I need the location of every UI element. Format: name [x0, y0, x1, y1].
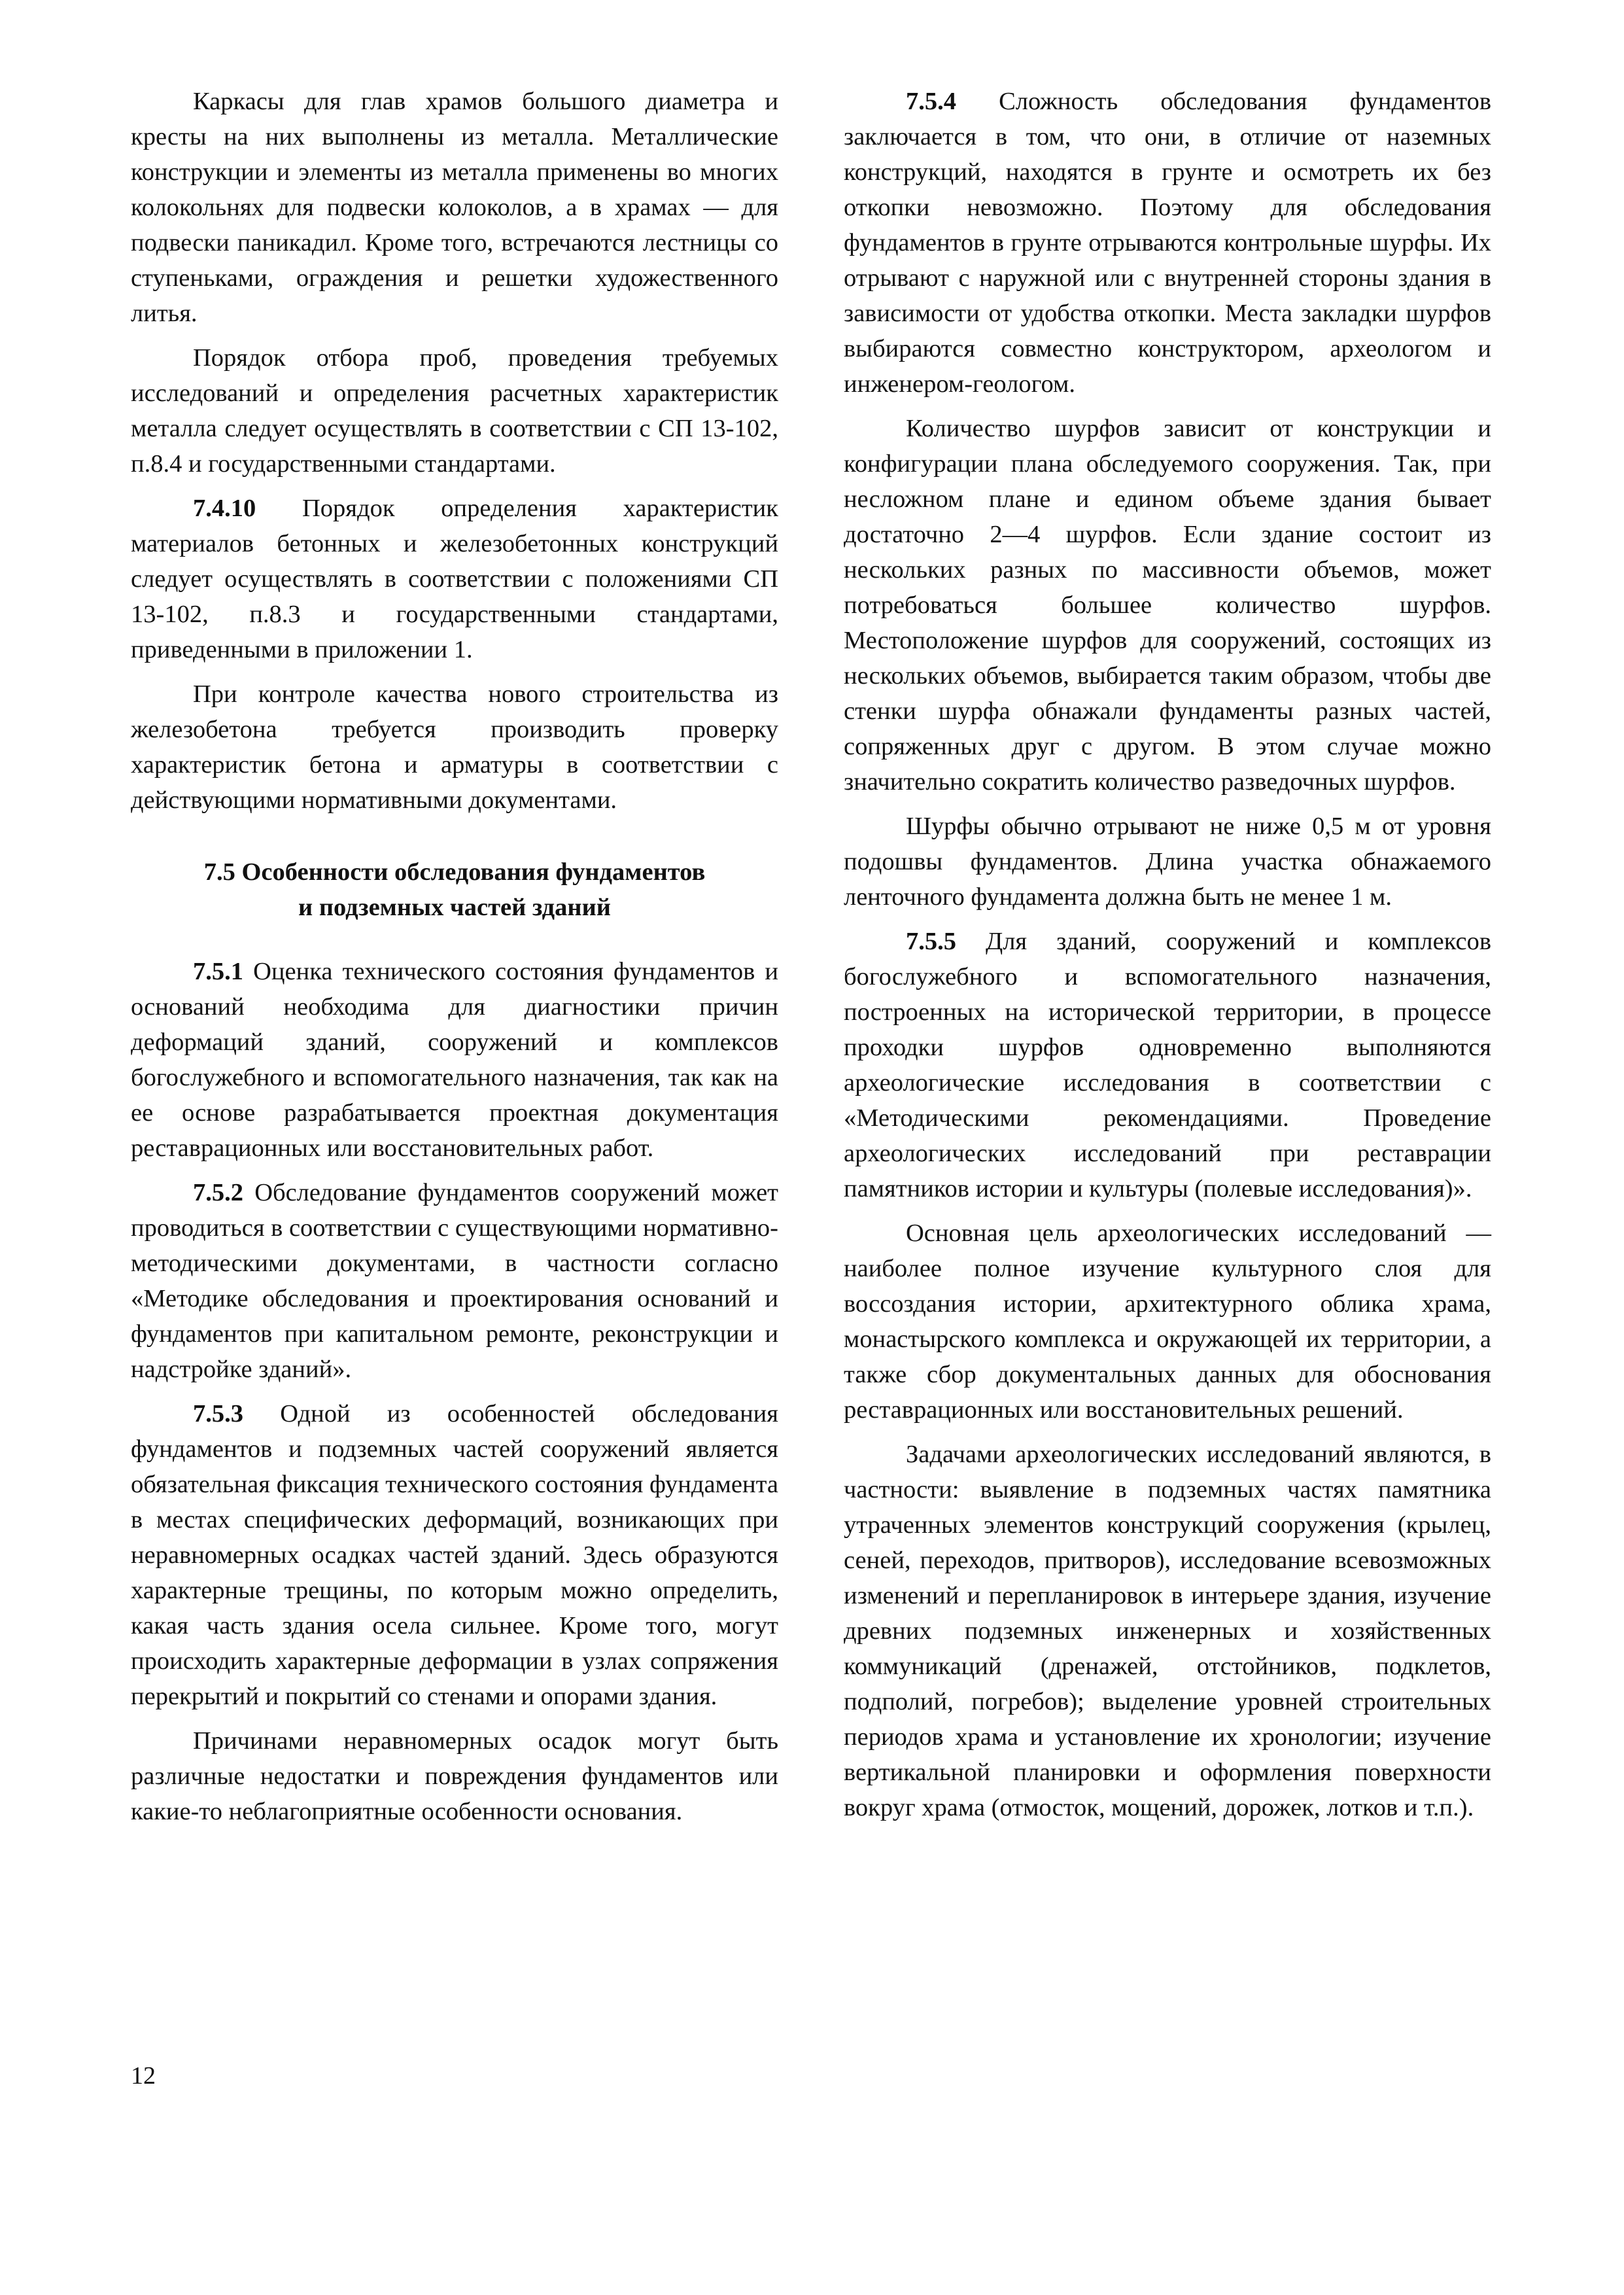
paragraph-text: Порядок определения характеристик материалов бетонных и железобетонных конструкций следует осуществлять в соответствии с положениями СП 13-102, п.8.3 и государственными стандартами, приведенными в приложении 1.	[131, 495, 778, 663]
paragraph: Количество шурфов зависит от конструкции и конфигурации плана обследуемого сооружения. Так, при несложном плане и едином объеме здания бывает достаточно 2—4 шурфов. Если здание состоит из нескольких разных по массивности объемов, может потребоваться большее количество шурфов. Местоположение шурфов для сооружений, состоящих из нескольких объемов, выбирается таким образом, чтобы две стенки шурфа обнажали фундаменты разных частей, сопряженных друг с другом. В этом случае можно значительно сократить количество разведочных шурфов.	[844, 415, 1491, 796]
paragraph-text: Сложность обследования фундаментов заключается в том, что они, в отличие от наземных конструкций, находятся в грунте и осмотреть их без откопки невозможно. Поэтому для обследования фундаментов в грунте отрываются контрольные шурфы. Их отрывают с наружной или с внутренней стороны здания в зависимости от удобства откопки. Места закладки шурфов выбираются совместно конструктором, археологом и инженером-геологом.	[844, 88, 1491, 398]
left-column	[131, 84, 778, 1838]
paragraph-text: Для зданий, сооружений и комплексов богослужебного и вспомогательного назначения, построенных на исторической территории, в процессе проходки шурфов одновременно выполняются археологические исследования в соответствии с «Методическими рекомендациями. Проведение археологических исследований при реставрации памятников истории и культуры (полевые исследования)».	[844, 928, 1491, 1202]
section-heading-line: 7.5 Особенности обследования фундаментов	[203, 858, 706, 886]
paragraph	[131, 1396, 778, 1714]
paragraph: При контроле качества нового строительства из железобетона требуется производить проверку характеристик бетона и арматуры в соответствии с действующими нормативными документами.	[131, 680, 778, 814]
clause-number: 7.5.3	[193, 1400, 243, 1428]
right-column	[844, 84, 1491, 1834]
paragraph: Порядок отбора проб, проведения требуемых исследований и определения расчетных характеристик металла следует осуществлять в соответствии с СП 13-102, п.8.4 и государственными стандартами.	[131, 344, 778, 478]
paragraph	[131, 1175, 778, 1387]
section-heading	[131, 854, 778, 925]
paragraph: Основная цель археологических исследований — наиболее полное изучение культурного слоя для воссоздания истории, архитектурного облика храма, монастырского комплекса и окружающей их территории, а также сбор документальных данных для обоснования реставрационных или восстановительных решений.	[844, 1219, 1491, 1424]
paragraph	[131, 491, 778, 667]
clause-number: 7.4.10	[193, 495, 256, 522]
section-heading-line: и подземных частей зданий	[298, 894, 611, 921]
clause-number: 7.5.1	[193, 958, 243, 985]
clause-number: 7.5.5	[906, 928, 956, 955]
paragraph	[131, 954, 778, 1166]
page-number: 12	[131, 2062, 156, 2090]
paragraph	[844, 924, 1491, 1206]
clause-number: 7.5.2	[193, 1179, 243, 1206]
paragraph-text: Оценка технического состояния фундаментов и оснований необходима для диагностики причин деформаций зданий, сооружений и комплексов богослужебного и вспомогательного назначения, так как на ее основе разрабатывается проектная документация реставрационных или восстановительных работ.	[131, 958, 778, 1162]
paragraph: Задачами археологических исследований являются, в частности: выявление в подземных частях памятника утраченных элементов конструкций сооружения (крылец, сеней, переходов, притворов), исследование всевозможных изменений и перепланировок в интерьере здания, изучение древних подземных инженерных и хозяйственных коммуникаций (дренажей, отстойников, подклетов, подполий, погребов); выделение уровней строительных периодов храма и установление их хронологии; изучение вертикальной планировки и оформления поверхности вокруг храма (отмосток, мощений, дорожек, лотков и т.п.).	[844, 1441, 1491, 1821]
clause-number: 7.5.4	[906, 88, 956, 115]
paragraph: Причинами неравномерных осадок могут быть различные недостатки и повреждения фундаментов или какие-то неблагоприятные особенности основания.	[131, 1727, 778, 1825]
paragraph-text: Одной из особенностей обследования фундаментов и подземных частей сооружений является обязательная фиксация технического состояния фундамента в местах специфических деформаций, возникающих при неравномерных осадках частей зданий. Здесь образуются характерные трещины, по которым можно определить, какая часть здания осела сильнее. Кроме того, могут происходить характерные деформации в узлах сопряжения перекрытий и покрытий со стенами и опорами здания.	[131, 1400, 778, 1710]
paragraph-text: Обследование фундаментов сооружений может проводиться в соответствии с существующими нормативно-методическими документами, в частности согласно «Методике обследования и проектирования оснований и фундаментов при капитальном ремонте, реконструкции и надстройке зданий».	[131, 1179, 778, 1383]
paragraph: Каркасы для глав храмов большого диаметра и кресты на них выполнены из металла. Металлические конструкции и элементы из металла применены во многих колокольнях для подвески колоколов, а в храмах — для подвески паникадил. Кроме того, встречаются лестницы со ступеньками, ограждения и решетки художественного литья.	[131, 88, 778, 327]
paragraph	[844, 84, 1491, 402]
paragraph: Шурфы обычно отрывают не ниже 0,5 м от уровня подошвы фундаментов. Длина участка обнажаемого ленточного фундамента должна быть не менее 1 м.	[844, 813, 1491, 911]
